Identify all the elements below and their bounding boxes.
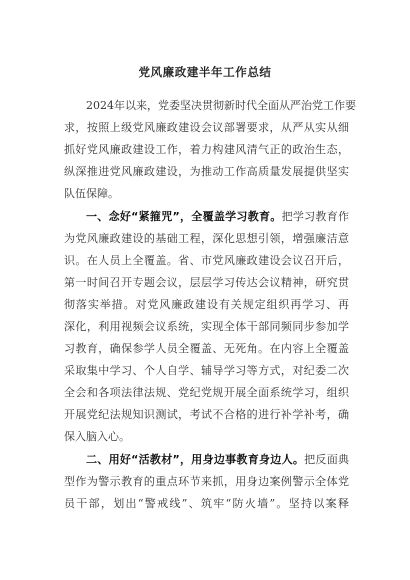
section1-line-9: 开展党纪法规知识测试，考试不合格的进行补学补考，确	[64, 408, 349, 421]
section2-line-2: 员干部，划出“警戒线”、筑牢“防火墙”。坚持以案释	[64, 497, 349, 510]
section1-line-5: 深化，利用视频会议系统，实现全体干部同频同步参加学	[64, 320, 349, 333]
section2-heading: 二、用好“活教材”，用身边事教育身边人。	[86, 453, 305, 466]
section1-line-10: 保入脑入心。	[64, 430, 130, 443]
section1-line-3: 第一时间召开专题会议，层层学习传达会议精神，研究贯	[64, 276, 349, 289]
intro-line-4: 纵深推进党风廉政建设，为推动工作高质量发展提供坚实	[64, 165, 349, 178]
section2-line-1: 型作为警示教育的重点环节来抓，用身边案例警示全体党	[64, 475, 349, 488]
document-title: 党风廉政建半年工作总结	[138, 65, 272, 79]
section1-line-1: 为党风廉政建设的基础工程，深化思想引领，增强廉洁意	[64, 232, 349, 245]
intro-line-5: 队伍保障。	[64, 187, 119, 200]
section1-line-4: 彻落实举措。对党风廉政建设有关规定组织再学习、再	[64, 298, 349, 311]
intro-line-3: 抓好党风廉政建设工作，着力构建风清气正的政治生态，	[64, 143, 349, 156]
section1-heading: 一、念好“紧箍咒”，全覆盖学习教育。	[86, 210, 282, 223]
section1-first-line-rest: 把学习教育作	[281, 210, 349, 223]
intro-line-1: 2024年以来，党委坚决贯彻新时代全面从严治党工作要	[86, 99, 356, 112]
section1-line-6: 习教育，确保参学人员全覆盖、无死角。在内容上全覆盖	[64, 342, 349, 355]
section2-first-line-rest: 把反面典	[304, 453, 349, 466]
section2-first-line	[86, 453, 349, 467]
section1-first-line	[86, 210, 349, 224]
section1-line-8: 全会和各项法律法规、党纪党规开展全面系统学习，组织	[64, 386, 349, 399]
intro-line-2: 求，按照上级党风廉政建设会议部署要求，从严从实从细	[64, 121, 349, 134]
section1-line-2: 识。在人员上全覆盖。省、市党风廉政建设会议召开后，	[64, 254, 349, 267]
section1-line-7: 采取集中学习、个人自学、辅导学习等方式，对纪委二次	[64, 364, 349, 377]
